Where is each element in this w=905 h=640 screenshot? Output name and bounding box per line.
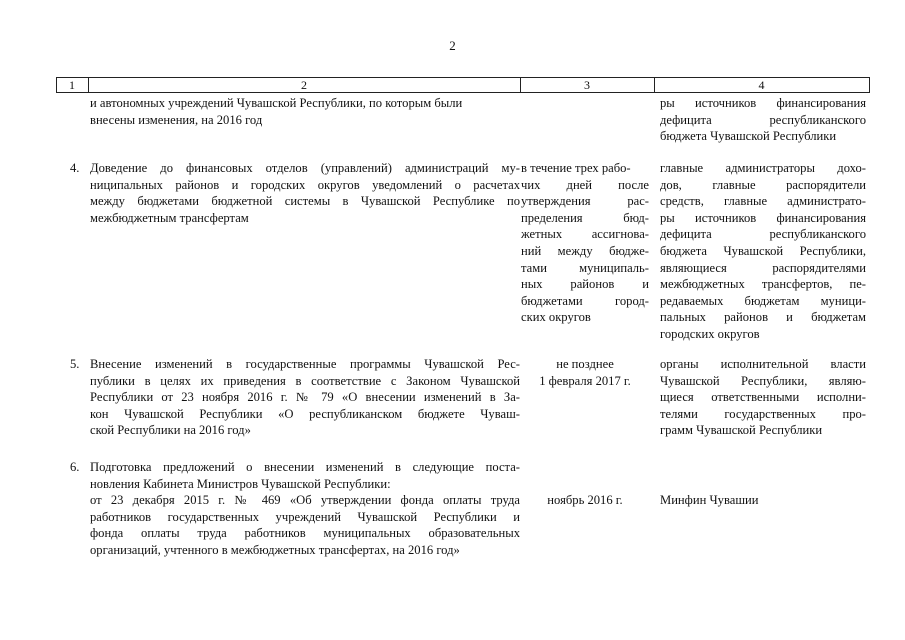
header-col-3: 3 <box>584 78 590 92</box>
executor-text: органы исполнительной власти Чувашской Республики, являю- щиеся ответственными исполни- телями государственных про- грамм Чувашской Республики <box>660 357 866 438</box>
deadline-text: в течение трех рабо- чих дней после утверждения рас- пределения бюд- жетных ассигнова- ний между бюдже- тами муниципаль- ных районов и бюджетами город- ских округов <box>521 161 649 325</box>
deadline-text: ноябрь 2016 г. <box>547 493 623 507</box>
header-col-1: 1 <box>69 78 75 92</box>
task-text: Внесение изменений в государственные программы Чувашской Рес- публики в целях их приведения в соответствие с Законом Чувашской Республики от 23 ноября 2016 г. № 79 «О внесении изменений в За- кон Чувашской Республики «О республиканском бюджете Чуваш- ской Республики на 2016 год» <box>90 357 520 438</box>
header-col-4: 4 <box>758 78 765 92</box>
task-text: и автономных учреждений Чувашской Республики, по которым были внесены изменения, на 2016 год <box>90 96 463 127</box>
header-col-2: 2 <box>301 78 307 92</box>
page-number: 2 <box>449 38 456 53</box>
row-number: 4. <box>70 161 80 175</box>
executor-text: главные администраторы дохо- дов, главные распорядители средств, главные администрато- ры источников финансирования дефицита республиканского бюджета Чувашской Республики, являющиеся распорядителями межбюджетных трансфертов, пе- редаваемых бюджетам муници- пальных районов и бюджетам городских округов <box>660 161 866 341</box>
executor-text: ры источников финансирования дефицита республиканского бюджета Чувашской Республики <box>660 96 866 144</box>
task-text: Подготовка предложений о внесении изменений в следующие поста- новления Кабинета Министров Чувашской Республики: от 23 декабря 2015 г. № 469 «Об утверждении фонда оплаты труда работников государственных учреждений Чувашской Республики и фонда оплаты труда работников муниципальных образовательных организаций, учтенного в межбюджетных трансфертах, на 2016 год» <box>90 460 520 557</box>
executor-text: Минфин Чувашии <box>660 493 759 507</box>
table-header <box>56 77 870 93</box>
task-text: Доведение до финансовых отделов (управлений) администраций му- ниципальных районов и городских округов уведомлений о расчетах между бюджетами бюджетной системы в Чувашской Республике по межбюджетным трансфертам <box>90 161 520 225</box>
row-number: 5. <box>70 357 80 371</box>
row-number: 6. <box>70 460 80 474</box>
deadline-text: не позднее 1 февраля 2017 г. <box>539 357 631 388</box>
